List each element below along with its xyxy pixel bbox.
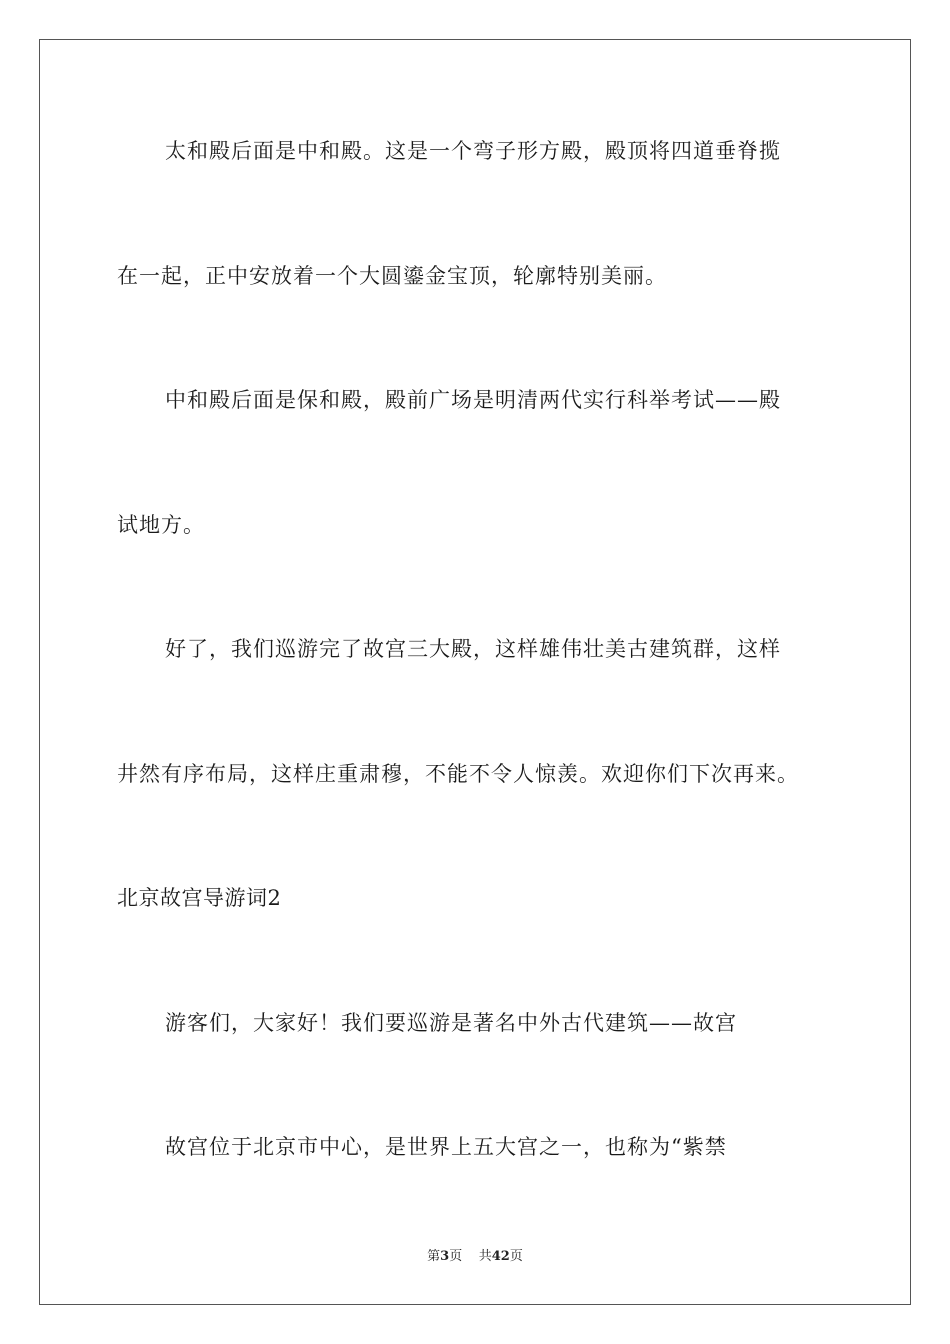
total-label-suffix: 页 bbox=[509, 1249, 523, 1264]
paragraph-line: 试地方。 bbox=[117, 513, 205, 537]
page-border bbox=[39, 39, 911, 1305]
paragraph-line: 在一起，正中安放着一个大圆鎏金宝顶，轮廓特别美丽。 bbox=[117, 264, 667, 288]
paragraph-line: 中和殿后面是保和殿，殿前广场是明清两代实行科举考试——殿 bbox=[165, 388, 781, 412]
section-heading: 北京故宫导游词2 bbox=[117, 886, 282, 910]
total-label-prefix: 共 bbox=[478, 1249, 492, 1264]
current-page-number: 3 bbox=[440, 1249, 450, 1264]
paragraph-line: 好了，我们巡游完了故宫三大殿，这样雄伟壮美古建筑群，这样 bbox=[165, 637, 781, 661]
paragraph-line: 故宫位于北京市中心，是世界上五大宫之一，也称为“紫禁 bbox=[165, 1135, 727, 1159]
page-label-suffix: 页 bbox=[449, 1249, 463, 1264]
paragraph-line: 游客们，大家好！我们要巡游是著名中外古代建筑——故宫 bbox=[165, 1011, 737, 1035]
paragraph-line: 井然有序布局，这样庄重肃穆，不能不令人惊羡。欢迎你们下次再来。 bbox=[117, 762, 799, 786]
paragraph-line: 太和殿后面是中和殿。这是一个弯子形方殿，殿顶将四道垂脊揽 bbox=[165, 139, 781, 163]
total-page-number: 42 bbox=[491, 1249, 510, 1264]
page-label-prefix: 第 bbox=[427, 1249, 441, 1264]
page-footer bbox=[0, 1248, 950, 1266]
